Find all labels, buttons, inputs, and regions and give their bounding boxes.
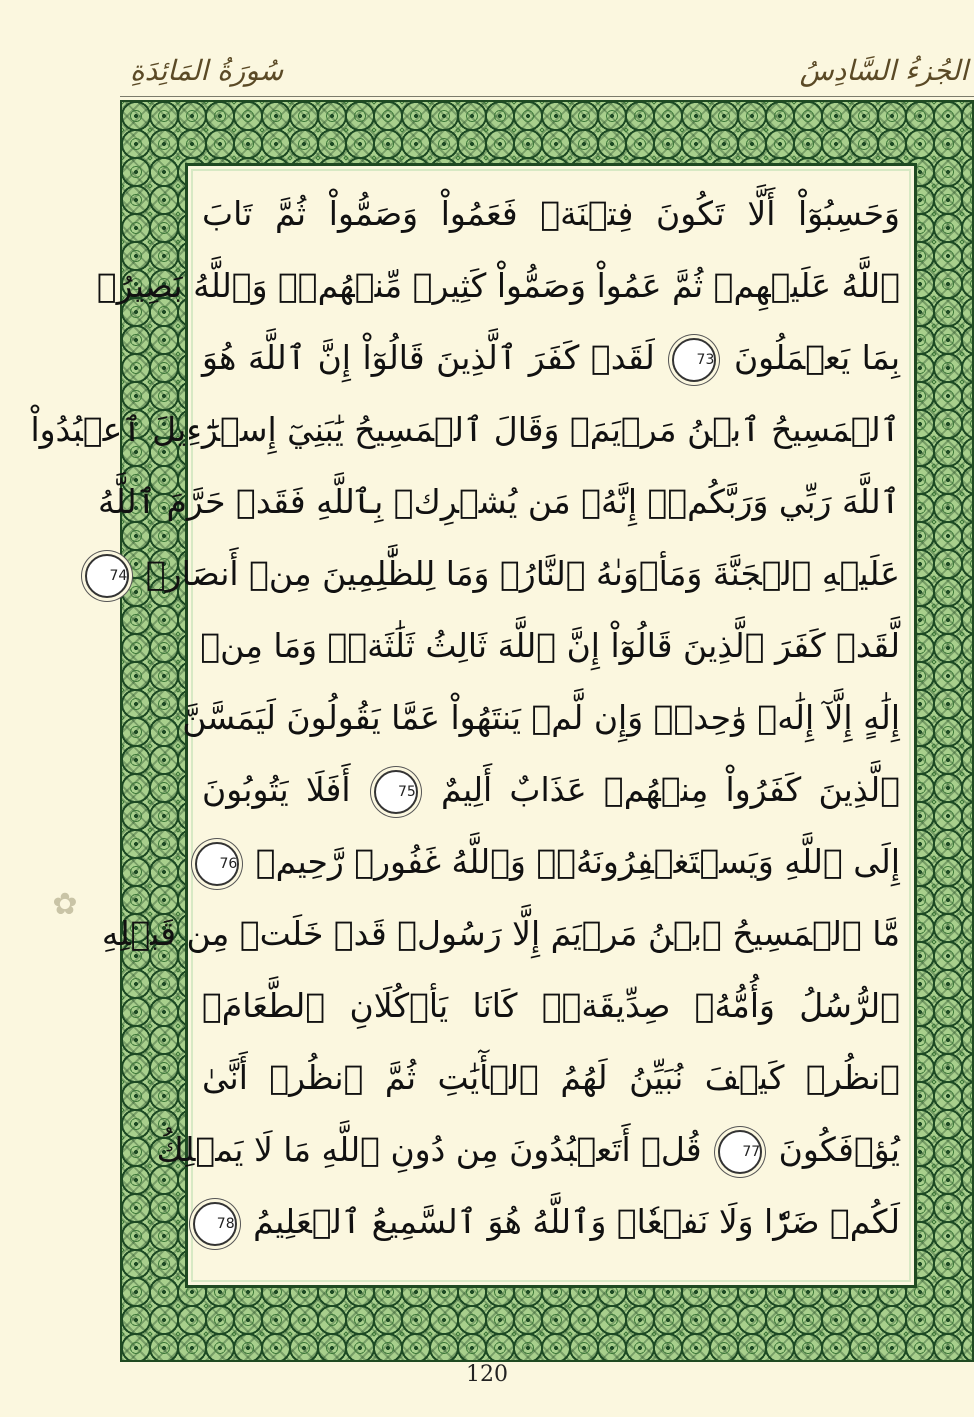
ayah-end-marker-icon: 73 <box>672 338 716 382</box>
text-line <box>202 826 900 898</box>
text-line <box>202 322 900 394</box>
ornamental-border <box>30 100 974 1362</box>
ayah-end-marker-icon: 77 <box>718 1130 762 1174</box>
verse-text: أَفَلَا يَتُوبُونَ <box>202 770 351 809</box>
text-line <box>101 898 900 970</box>
verse-text: عَلَيۡهِ ٱلۡجَنَّةَ وَمَأۡوَىٰهُ ٱلنَّارُۖ وَمَا لِلظَّٰلِمِينَ مِنۡ أَنصَارٖ <box>145 554 900 593</box>
flower-ornament-icon: ✿ <box>52 887 78 922</box>
text-line <box>109 538 900 610</box>
text-line <box>202 1042 900 1114</box>
ayah-end-marker-icon: 74 <box>85 554 129 598</box>
quran-text <box>30 178 901 1273</box>
ayah-end-marker-icon: 75 <box>374 770 418 814</box>
verse-text: ٱللَّهُ عَلَيۡهِمۡ ثُمَّ عَمُواْ وَصَمُّواْ كَثِيرٞ مِّنۡهُمۡۚ وَٱللَّهُ بَصِيرُۢ <box>96 266 900 305</box>
verse-text: ٱلرُّسُلُ وَأُمُّهُۥ صِدِّيقَةٞۖ كَانَا يَأۡكُلَانِ ٱلطَّعَامَۗ <box>202 986 900 1025</box>
verse-text: ٱللَّهَ رَبِّي وَرَبَّكُمۡۖ إِنَّهُۥ مَن يُشۡرِكۡ بِٱللَّهِ فَقَدۡ حَرَّمَ ٱللَّهُ <box>97 482 900 521</box>
verse-text: لَقَدۡ كَفَرَ ٱلَّذِينَ قَالُوٓاْ إِنَّ ٱللَّهَ هُوَ <box>202 338 655 377</box>
verse-text: لَّقَدۡ كَفَرَ ٱلَّذِينَ قَالُوٓاْ إِنَّ ٱللَّهَ ثَالِثُ ثَلَٰثَةٖۘ وَمَا مِنۡ <box>200 626 900 665</box>
verse-text: مَّا ٱلۡمَسِيحُ ٱبۡنُ مَرۡيَمَ إِلَّا رَسُولٞ قَدۡ خَلَتۡ مِن قَبۡلِهِ <box>101 914 900 953</box>
verse-text: بِمَا يَعۡمَلُونَ <box>733 338 901 377</box>
verse-text: يُؤۡفَكُونَ <box>778 1130 900 1169</box>
verse-text: لَكُمۡ ضَرّٗا وَلَا نَفۡعٗاۚ وَٱللَّهُ هُوَ ٱلسَّمِيعُ ٱلۡعَلِيمُ <box>253 1202 900 1241</box>
text-line <box>202 178 900 250</box>
text-line <box>202 970 900 1042</box>
verse-text: ٱلۡمَسِيحُ ٱبۡنُ مَرۡيَمَۖ وَقَالَ ٱلۡمَسِيحُ يَٰبَنِيٓ إِسۡرَٰٓءِيلَ ٱعۡبُدُواْ <box>30 410 900 449</box>
text-line <box>202 1186 900 1258</box>
text-line <box>97 466 900 538</box>
verse-text: إِلَٰهٍ إِلَّآ إِلَٰهٞ وَٰحِدٞۚ وَإِن لَّمۡ يَنتَهُواْ عَمَّا يَقُولُونَ لَيَمَسَّنَّ <box>182 698 900 737</box>
juz-title: الجُزءُ السَّادِسُ <box>799 54 968 87</box>
verse-text: ٱنظُرۡ كَيۡفَ نُبَيِّنُ لَهُمُ ٱلۡأٓيَٰتِ ثُمَّ ٱنظُرۡ أَنَّىٰ <box>202 1058 900 1097</box>
text-line <box>202 610 900 682</box>
verse-text: قُلۡ أَتَعۡبُدُونَ مِن دُونِ ٱللَّهِ مَا لَا يَمۡلِكُ <box>156 1130 702 1169</box>
text-panel <box>30 163 917 1288</box>
text-line <box>96 250 900 322</box>
text-line <box>202 754 900 826</box>
header-divider <box>120 96 974 97</box>
verse-text: ٱلَّذِينَ كَفَرُواْ مِنۡهُمۡ عَذَابٌ أَلِيمٌ <box>441 770 900 809</box>
text-line <box>182 682 900 754</box>
ayah-end-marker-icon: 78 <box>193 1202 237 1246</box>
ayah-end-marker-icon: 76 <box>195 842 239 886</box>
page-number: 120 <box>466 1362 508 1387</box>
verse-text: إِلَى ٱللَّهِ وَيَسۡتَغۡفِرُونَهُۥۚ وَٱللَّهُ غَفُورٞ رَّحِيمٞ <box>255 842 900 881</box>
verse-text: وَحَسِبُوٓاْ أَلَّا تَكُونَ فِتۡنَةٞ فَعَمُواْ وَصَمُّواْ ثُمَّ تَابَ <box>202 194 900 233</box>
text-line <box>156 1114 900 1186</box>
text-line <box>30 394 900 466</box>
surah-title: سُورَةُ المَائِدَةِ <box>130 54 284 87</box>
